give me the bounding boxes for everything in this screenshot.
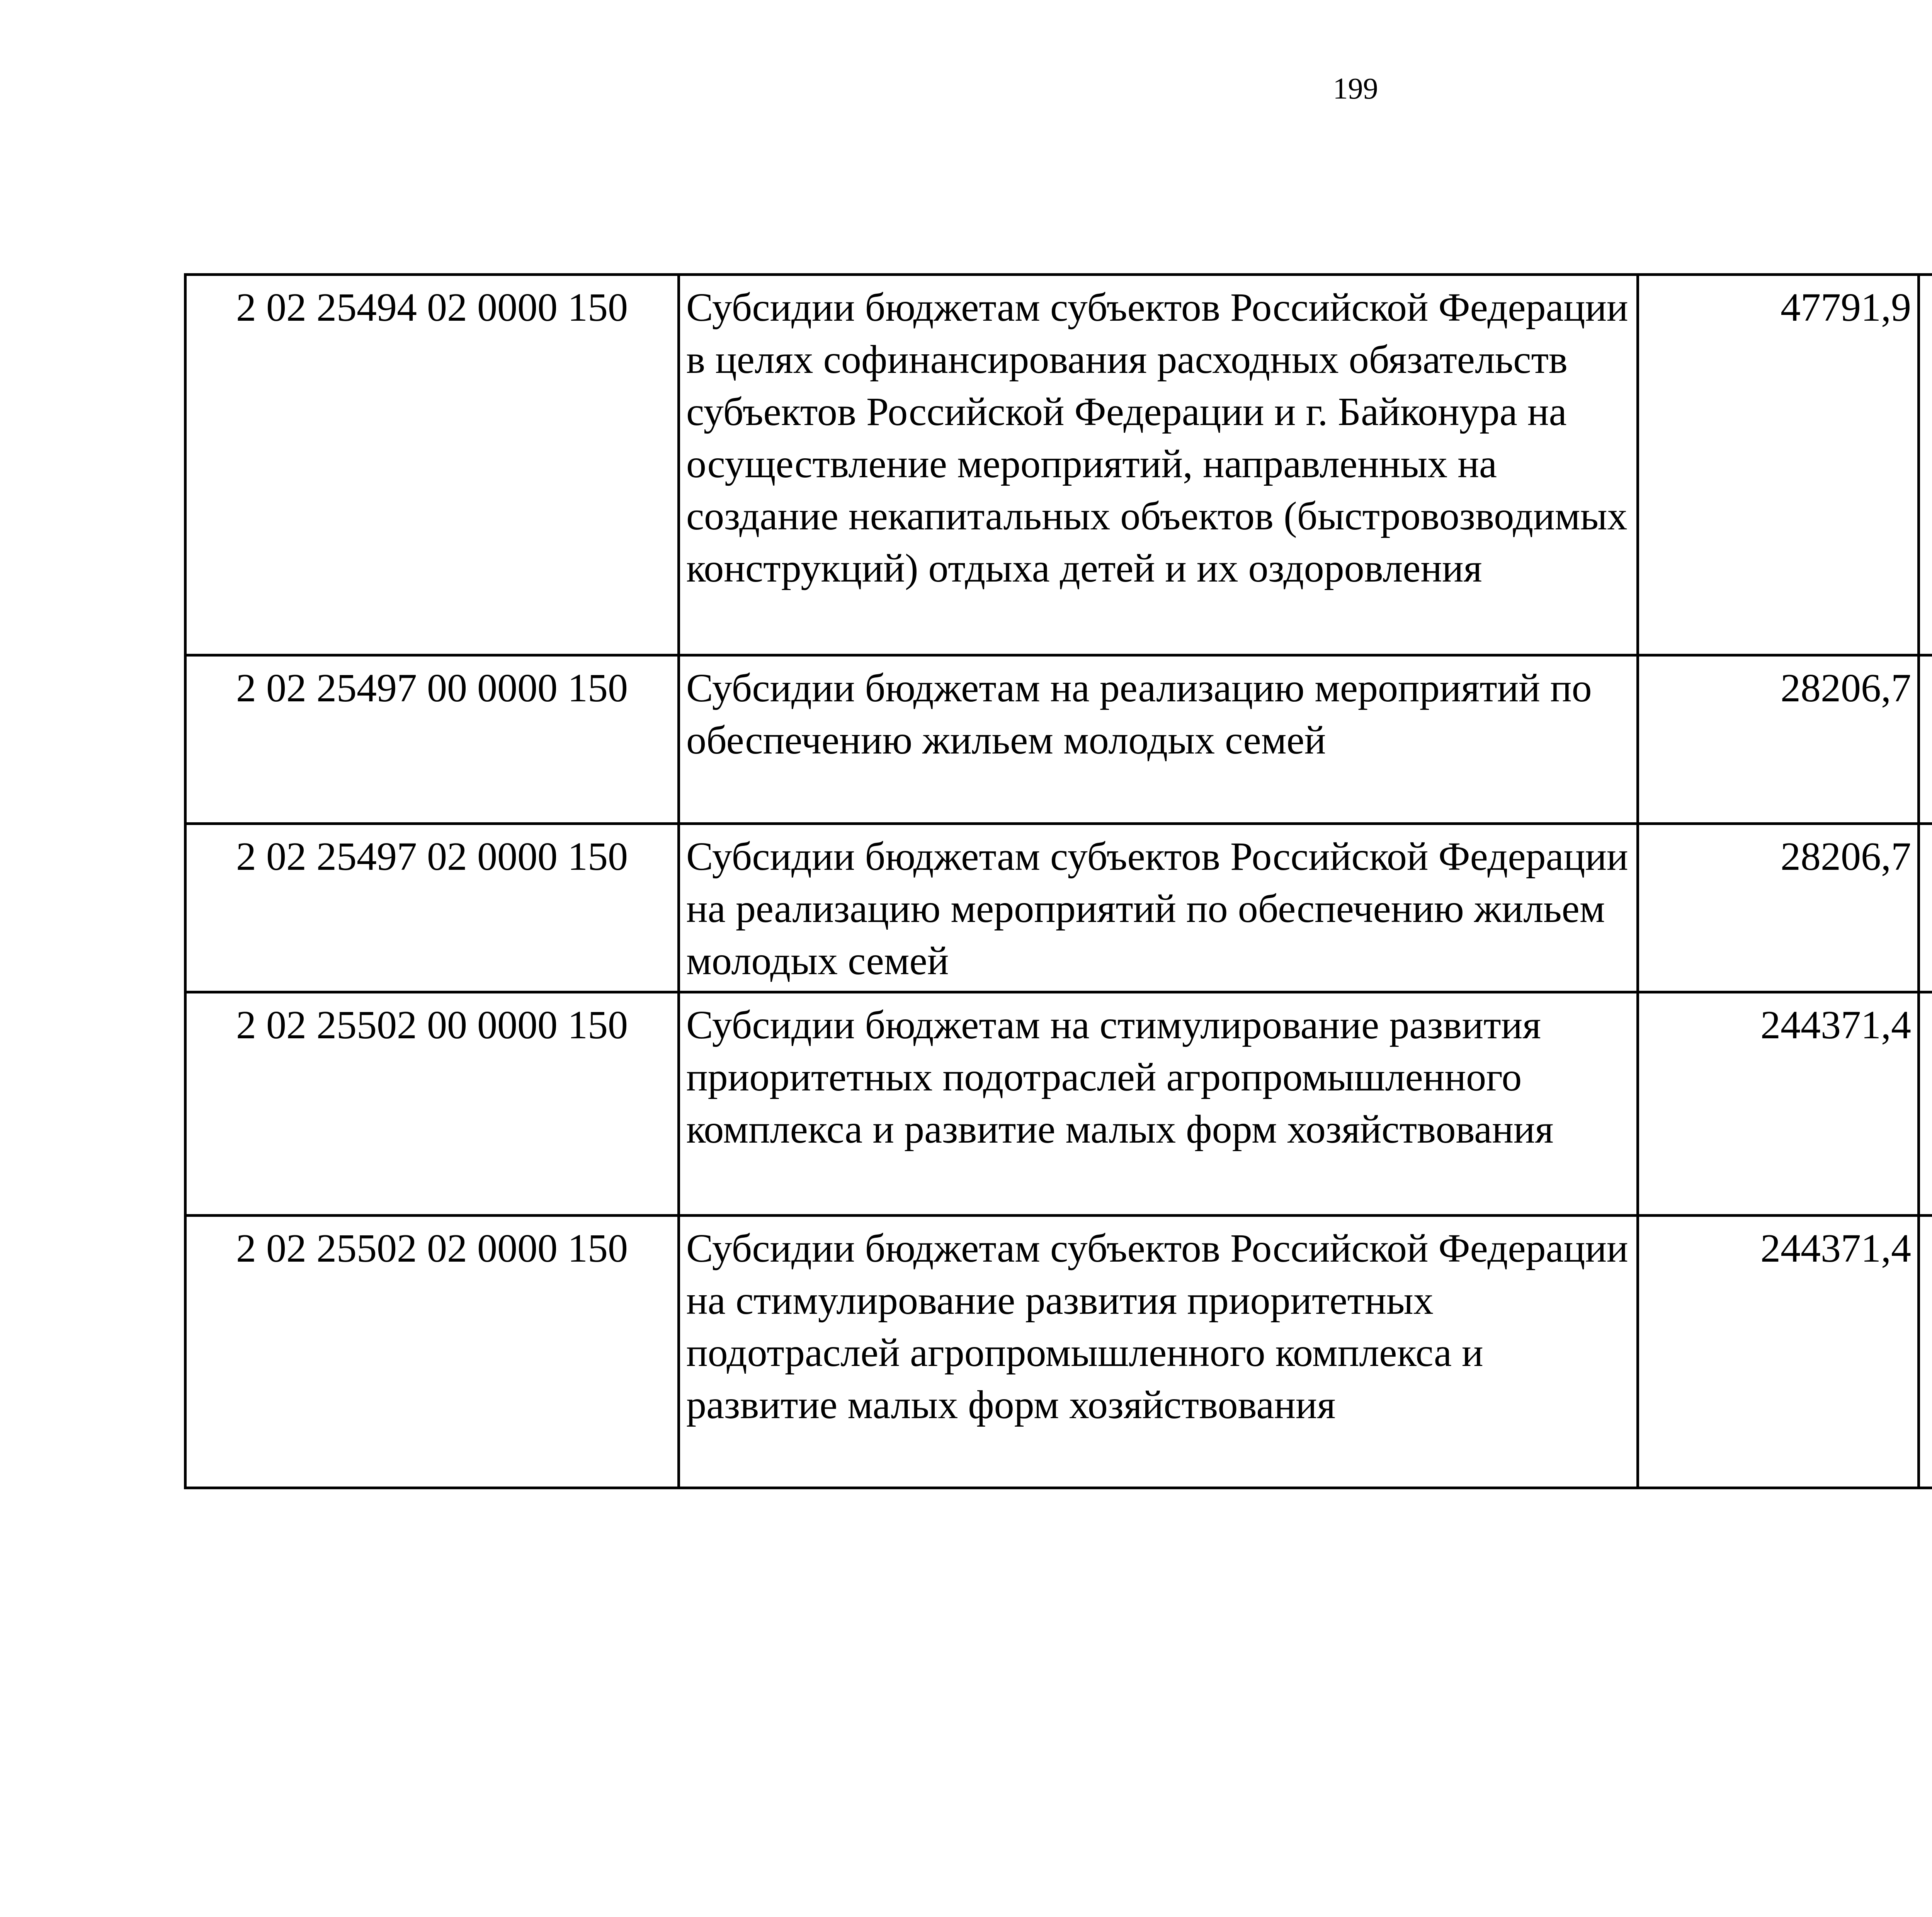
amount-cell-2 — [1919, 655, 1932, 824]
amount-cell-1: 244371,4 — [1638, 1216, 1919, 1488]
table-row — [185, 992, 1932, 1216]
budget-code-cell: 2 02 25494 02 0000 150 — [185, 275, 679, 655]
amount-cell-1: 28206,7 — [1638, 824, 1919, 992]
amount-cell-2 — [1919, 275, 1932, 655]
budget-code-cell: 2 02 25502 02 0000 150 — [185, 1216, 679, 1488]
page-number: 199 — [1333, 71, 1378, 105]
amount-cell-1: 244371,4 — [1638, 992, 1919, 1216]
budget-code-cell: 2 02 25497 00 0000 150 — [185, 655, 679, 824]
table-row — [185, 824, 1932, 992]
description-cell: Субсидии бюджетам субъектов Российской Федерации в целях софинансирования расходных обязательств субъектов Российской Федерации и г. Байконура на осуществление мероприятий, направленных на создание некапитальных объектов (быстровозводимых конструкций) отдыха детей и их оздоровления — [679, 275, 1638, 655]
budget-revenue-table — [184, 273, 1932, 1489]
amount-cell-2 — [1919, 992, 1932, 1216]
description-cell: Субсидии бюджетам субъектов Российской Федерации на стимулирование развития приоритетных подотраслей агропромышленного комплекса и развитие малых форм хозяйствования — [679, 1216, 1638, 1488]
table-row — [185, 655, 1932, 824]
budget-code-cell: 2 02 25497 02 0000 150 — [185, 824, 679, 992]
table-row — [185, 275, 1932, 655]
amount-cell-1: 47791,9 — [1638, 275, 1919, 655]
budget-code-cell: 2 02 25502 00 0000 150 — [185, 992, 679, 1216]
amount-cell-2 — [1919, 1216, 1932, 1488]
description-cell: Субсидии бюджетам на реализацию мероприятий по обеспечению жильем молодых семей — [679, 655, 1638, 824]
table-row — [185, 1216, 1932, 1488]
description-cell: Субсидии бюджетам субъектов Российской Федерации на реализацию мероприятий по обеспечению жильем молодых семей — [679, 824, 1638, 992]
amount-cell-1: 28206,7 — [1638, 655, 1919, 824]
description-cell: Субсидии бюджетам на стимулирование развития приоритетных подотраслей агропромышленного комплекса и развитие малых форм хозяйствования — [679, 992, 1638, 1216]
amount-cell-2 — [1919, 824, 1932, 992]
